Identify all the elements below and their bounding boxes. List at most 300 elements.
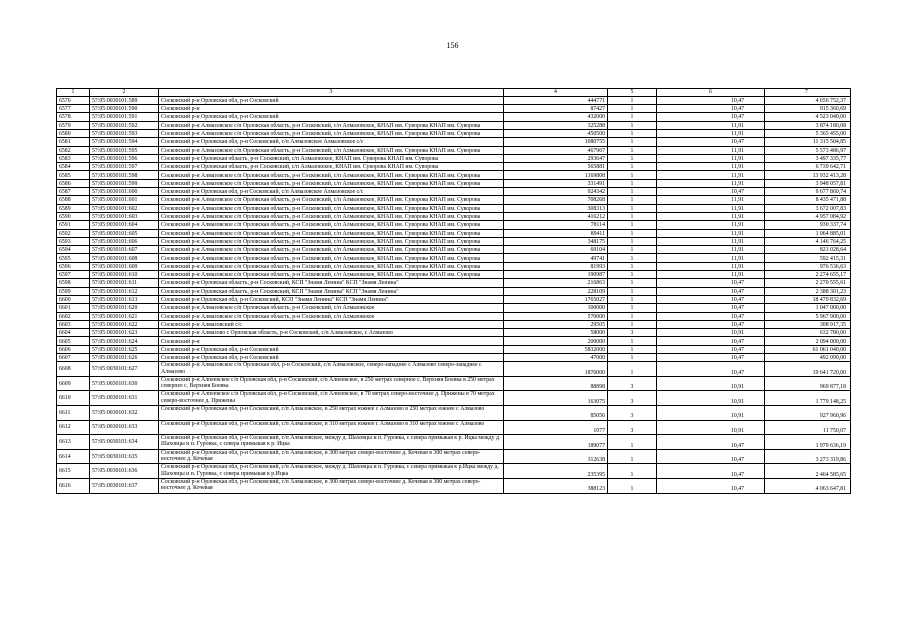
table-row (57, 146, 851, 154)
rate-cell: 10,47 (657, 345, 765, 353)
cadastral-value-cell: 13 932 413,28 (765, 171, 851, 179)
area-cell: 5832000 (504, 345, 608, 353)
table-row (57, 138, 851, 146)
cadastral-number-cell: 57:05:0030101:635 (90, 449, 159, 464)
area-cell: 29505 (504, 320, 608, 328)
table-row (57, 304, 851, 312)
area-cell: 1765027 (504, 295, 608, 303)
category-cell: 1 (608, 146, 657, 154)
table-row (57, 449, 851, 464)
column-number-header (57, 89, 851, 97)
cadastral-number-cell: 57:05:0030101:594 (90, 138, 159, 146)
rate-cell: 11,91 (657, 254, 765, 262)
cadastral-value-cell: 4 957 084,92 (765, 212, 851, 220)
row-index-cell: 6586 (57, 179, 90, 187)
address-cell: Сосковский р-н (159, 337, 504, 345)
category-cell: 1 (608, 271, 657, 279)
row-index-cell: 6610 (57, 391, 90, 406)
table-row (57, 96, 851, 104)
cadastral-value-cell: 1 064 885,01 (765, 229, 851, 237)
cadastral-number-cell: 57:05:0030101:633 (90, 420, 159, 435)
rate-cell: 10,47 (657, 337, 765, 345)
area-cell: 89411 (504, 229, 608, 237)
cadastral-value-cell: 4 523 040,00 (765, 113, 851, 121)
row-index-cell: 6611 (57, 406, 90, 421)
area-cell: 565881 (504, 163, 608, 171)
rate-cell: 10,47 (657, 279, 765, 287)
cadastral-number-cell: 57:05:0030101:589 (90, 96, 159, 104)
area-cell: 432000 (504, 113, 608, 121)
row-index-cell: 6577 (57, 105, 90, 113)
address-cell: Сосковский р-н Алпеевское с/п Орловская обл, р-н Сосковский, с/п Алпеевское, в 250 метрах северное с. Верхняя Боевка в 250 метрах северпее с. Верхняя Боевка (159, 376, 504, 391)
cadastral-number-cell: 57:05:0030101:604 (90, 221, 159, 229)
cadastral-value-cell: 4 656 752,37 (765, 96, 851, 104)
cadastral-value-cell: 3 497 335,77 (765, 154, 851, 162)
table-row (57, 105, 851, 113)
cadastral-number-cell: 57:05:0030101:593 (90, 129, 159, 137)
rate-cell: 11,91 (657, 154, 765, 162)
rate-cell: 11,91 (657, 204, 765, 212)
cadastral-value-cell: 61 061 040,00 (765, 345, 851, 353)
cadastral-number-cell: 57:05:0030101:625 (90, 345, 159, 353)
address-cell: Сосковский р-н Алмазовское с/п Орловская область, р-н Сосковский, с/п Алмазовское, КНАП им. Суворова КНАП им. Суворова (159, 121, 504, 129)
address-cell: Сосковский р-н Орловская обл, р-н Сосковский (159, 354, 504, 362)
category-cell: 1 (608, 254, 657, 262)
category-cell: 1 (608, 345, 657, 353)
cadastral-value-cell: 4 063 647,81 (765, 479, 851, 494)
cadastral-value-cell: 5 573 486,97 (765, 146, 851, 154)
row-index-cell: 6609 (57, 376, 90, 391)
row-index-cell: 6601 (57, 304, 90, 312)
row-index-cell: 6604 (57, 329, 90, 337)
area-cell: 47000 (504, 354, 608, 362)
cadastral-value-cell: 11 750,07 (765, 420, 851, 435)
address-cell: Сосковский р-н Алмазовское с/п Орловская область, р-н Сосковский, с/п Алмазовское, КНАП им. Суворова КНАП им. Суворова (159, 129, 504, 137)
table-row (57, 113, 851, 121)
address-cell: Сосковский р-н Алмазовское с/п Орловская область, р-н Сосковский, с/п Алмазовское, КНАП им. Суворова КНАП им. Суворова (159, 262, 504, 270)
cadastral-number-cell: 57:05:0030101:621 (90, 312, 159, 320)
address-cell: Сосковский р-н Алмазово с Орловская область, р-н Сосковский, с/п Алмазовское, с Алмазово (159, 329, 504, 337)
row-index-cell: 6576 (57, 96, 90, 104)
area-cell: 325288 (504, 121, 608, 129)
row-index-cell: 6581 (57, 138, 90, 146)
table-row (57, 196, 851, 204)
column-header: 1 (57, 89, 90, 97)
category-cell: 1 (608, 449, 657, 464)
rate-cell: 10,91 (657, 406, 765, 421)
cadastral-number-cell: 57:05:0030101:602 (90, 204, 159, 212)
cadastral-value-cell: 6 739 642,71 (765, 163, 851, 171)
rate-cell: 10,47 (657, 138, 765, 146)
cadastral-value-cell: 1 779 148,25 (765, 391, 851, 406)
row-index-cell: 6614 (57, 449, 90, 464)
category-cell: 1 (608, 295, 657, 303)
table-row (57, 262, 851, 270)
column-header: 6 (657, 89, 765, 97)
rate-cell: 10,91 (657, 376, 765, 391)
area-cell: 228109 (504, 287, 608, 295)
address-cell: Сосковский р-н Орловская обл, р-н Сосковский, КСП "Знамя Ленина" КСП "Знамя Ленина" (159, 295, 504, 303)
table-row (57, 212, 851, 220)
cadastral-number-cell: 57:05:0030101:636 (90, 464, 159, 479)
cadastral-number-cell: 57:05:0030101:627 (90, 362, 159, 377)
row-index-cell: 6591 (57, 221, 90, 229)
cadastral-value-cell: 823 028,64 (765, 246, 851, 254)
row-index-cell: 6605 (57, 337, 90, 345)
area-cell: 348175 (504, 237, 608, 245)
cadastral-value-cell: 2 464 585,65 (765, 464, 851, 479)
rate-cell: 11,91 (657, 237, 765, 245)
cadastral-value-cell: 19 641 720,00 (765, 362, 851, 377)
area-cell: 235395 (504, 464, 608, 479)
cadastral-number-cell: 57:05:0030101:630 (90, 376, 159, 391)
rate-cell: 10,91 (657, 391, 765, 406)
address-cell: Сосковский р-н Алмазовское с/п Орловская область, р-н Сосковский, с/п Алмазовское, КНАП им. Суворова КНАП им. Суворова (159, 179, 504, 187)
address-cell: Сосковский р-н Алмазовское с/п Орловская область, р-н Сосковский, с/п Алмазовское, КНАП им. Суворова КНАП им. Суворова (159, 171, 504, 179)
category-cell: 1 (608, 121, 657, 129)
row-index-cell: 6592 (57, 229, 90, 237)
cadastral-number-cell: 57:05:0030101:613 (90, 295, 159, 303)
cadastral-value-cell: 1 979 636,19 (765, 435, 851, 450)
row-index-cell: 6589 (57, 204, 90, 212)
row-index-cell: 6615 (57, 464, 90, 479)
rate-cell: 10,47 (657, 96, 765, 104)
category-cell: 1 (608, 221, 657, 229)
cadastral-number-cell: 57:05:0030101:603 (90, 212, 159, 220)
rate-cell: 11,91 (657, 196, 765, 204)
table-row (57, 464, 851, 479)
rate-cell: 11,91 (657, 221, 765, 229)
category-cell: 1 (608, 96, 657, 104)
area-cell: 924342 (504, 188, 608, 196)
cadastral-value-cell: 2 270 555,61 (765, 279, 851, 287)
address-cell: Сосковский р-н Орловская обл, р-н Сосковский, с/п Алмазовское, в 300 метрах северо-восточнее д. Кочевая в 300 метрах северо-восточнее д. Кочевая (159, 479, 504, 494)
table-row (57, 362, 851, 377)
cadastral-number-cell: 57:05:0030101:624 (90, 337, 159, 345)
cadastral-number-cell: 57:05:0030101:601 (90, 196, 159, 204)
address-cell: Сосковский р-н Алмазовский с/с (159, 320, 504, 328)
row-index-cell: 6598 (57, 279, 90, 287)
address-cell: Сосковский р-н Алмазовское с/п Орловская область, р-н Сосковский, с/п Алмазовское, КНАП им. Суворова КНАП им. Суворова (159, 254, 504, 262)
area-cell: 293647 (504, 154, 608, 162)
cadastral-value-cell: 3 273 319,86 (765, 449, 851, 464)
category-cell: 1 (608, 262, 657, 270)
cadastral-number-cell: 57:05:0030101:610 (90, 271, 159, 279)
rate-cell: 10,47 (657, 105, 765, 113)
area-cell: 1077 (504, 420, 608, 435)
rate-cell: 11,91 (657, 246, 765, 254)
cadastral-value-cell: 930 337,74 (765, 221, 851, 229)
rate-cell: 11,91 (657, 179, 765, 187)
cadastral-value-cell: 592 415,31 (765, 254, 851, 262)
row-index-cell: 6600 (57, 295, 90, 303)
cadastral-value-cell: 5 365 455,00 (765, 129, 851, 137)
address-cell: Сосковский р-н Алмазовское с/п Орловская область, р-н Сосковский, с/п Алмазовское, КНАП им. Суворова КНАП им. Суворова (159, 229, 504, 237)
address-cell: Сосковский р-н Орловская обл, р-н Сосковский, с/п Алмазовское, в 250 метрах южнее с Алмазово в 250 метрах южнее с Алмазово (159, 406, 504, 421)
cadastral-number-cell: 57:05:0030101:623 (90, 329, 159, 337)
area-cell: 200000 (504, 337, 608, 345)
cadastral-value-cell: 4 146 764,25 (765, 237, 851, 245)
cadastral-number-cell: 57:05:0030101:612 (90, 287, 159, 295)
table-row (57, 171, 851, 179)
column-header: 3 (159, 89, 504, 97)
row-index-cell: 6578 (57, 113, 90, 121)
row-index-cell: 6585 (57, 171, 90, 179)
row-index-cell: 6607 (57, 354, 90, 362)
cadastral-number-cell: 57:05:0030101:592 (90, 121, 159, 129)
row-index-cell: 6584 (57, 163, 90, 171)
rate-cell: 10,47 (657, 354, 765, 362)
area-cell: 444771 (504, 96, 608, 104)
address-cell: Сосковский р-н Орловская область, р-н Сосковский, КСП "Знамя Ленина" КСП "Знамя Ленина" (159, 279, 504, 287)
cadastral-value-cell: 927 960,96 (765, 406, 851, 421)
address-cell: Сосковский р-н Алмазовское с/п Орловская область, р-н Сосковский, с/п Алмазовское, КНАП им. Суворова КНАП им. Суворова (159, 271, 504, 279)
category-cell: 3 (608, 329, 657, 337)
rate-cell: 11,91 (657, 146, 765, 154)
category-cell: 1 (608, 237, 657, 245)
category-cell: 1 (608, 246, 657, 254)
row-index-cell: 6590 (57, 212, 90, 220)
address-cell: Сосковский р-н Орловская область, р-н Сосковский, с/п Алмазовское, КНАП им. Суворова КНАП им. Суворова (159, 163, 504, 171)
area-cell: 49741 (504, 254, 608, 262)
table-row (57, 163, 851, 171)
category-cell: 1 (608, 204, 657, 212)
rate-cell: 11,91 (657, 212, 765, 220)
cadastral-number-cell: 57:05:0030101:597 (90, 163, 159, 171)
rate-cell: 10,47 (657, 287, 765, 295)
cadastral-value-cell: 492 090,00 (765, 354, 851, 362)
row-index-cell: 6613 (57, 435, 90, 450)
table-row (57, 320, 851, 328)
cadastral-value-cell: 969 877,18 (765, 376, 851, 391)
cadastral-number-cell: 57:05:0030101:632 (90, 406, 159, 421)
rate-cell: 10,47 (657, 295, 765, 303)
category-cell: 1 (608, 229, 657, 237)
category-cell: 1 (608, 138, 657, 146)
area-cell: 69104 (504, 246, 608, 254)
table-row (57, 295, 851, 303)
table-row (57, 221, 851, 229)
area-cell: 58000 (504, 329, 608, 337)
category-cell: 1 (608, 320, 657, 328)
cadastral-value-cell: 3 874 180,08 (765, 121, 851, 129)
row-index-cell: 6616 (57, 479, 90, 494)
cadastral-value-cell: 632 780,00 (765, 329, 851, 337)
cadastral-number-cell: 57:05:0030101:600 (90, 188, 159, 196)
table-row (57, 420, 851, 435)
category-cell: 1 (608, 279, 657, 287)
category-cell: 1 (608, 163, 657, 171)
address-cell: Сосковский р-н Алмазовское с/п Орловская область, р-н Сосковский, с/п Алмазовское, КНАП им. Суворова КНАП им. Суворова (159, 221, 504, 229)
table-row (57, 188, 851, 196)
address-cell: Сосковский р-н Алмазовское с/п Орловская обл, р-н Сосковский, с/п Алмазовское, северо-западнее с Алмазово северо-западнее с Алмазово (159, 362, 504, 377)
category-cell: 1 (608, 113, 657, 121)
page-number: 156 (446, 41, 459, 50)
cadastral-number-cell: 57:05:0030101:622 (90, 320, 159, 328)
cadastral-value-cell: 2 388 301,23 (765, 287, 851, 295)
cadastral-number-cell: 57:05:0030101:605 (90, 229, 159, 237)
cadastral-value-cell: 11 315 504,85 (765, 138, 851, 146)
category-cell: 1 (608, 188, 657, 196)
area-cell: 388123 (504, 479, 608, 494)
address-cell: Сосковский р-н Орловская обл, р-н Сосковский (159, 96, 504, 104)
category-cell: 1 (608, 196, 657, 204)
table-row (57, 254, 851, 262)
category-cell: 1 (608, 179, 657, 187)
cadastral-value-cell: 5 967 900,00 (765, 312, 851, 320)
table-row (57, 129, 851, 137)
cadastral-value-cell: 8 435 471,88 (765, 196, 851, 204)
address-cell: Сосковский р-н Орловская область, р-н Сосковский, с/п Алмазовское, КНАП им. Суворова КНАП им. Суворова (159, 154, 504, 162)
rate-cell: 10,91 (657, 329, 765, 337)
row-index-cell: 6588 (57, 196, 90, 204)
rate-cell: 10,47 (657, 435, 765, 450)
rate-cell: 10,47 (657, 304, 765, 312)
row-index-cell: 6595 (57, 254, 90, 262)
address-cell: Сосковский р-н Орловская обл, р-н Сосковский, с/п Алмазовское, в 300 метрах северо-восточнее д. Кочевая в 300 метрах северо-восточнее д. Кочевая (159, 449, 504, 464)
category-cell: 3 (608, 391, 657, 406)
address-cell: Сосковский р-н Алмазовское с/п Орловская область, р-н Сосковский, с/п Алмазовское, КНАП им. Суворова КНАП им. Суворова (159, 204, 504, 212)
table-row (57, 376, 851, 391)
area-cell: 331491 (504, 179, 608, 187)
column-header: 5 (608, 89, 657, 97)
rate-cell: 10,47 (657, 464, 765, 479)
area-cell: 416212 (504, 212, 608, 220)
area-cell: 1080755 (504, 138, 608, 146)
cadastral-number-cell: 57:05:0030101:591 (90, 113, 159, 121)
row-index-cell: 6583 (57, 154, 90, 162)
table-row (57, 204, 851, 212)
table-row (57, 271, 851, 279)
cadastral-value-cell: 3 672 007,83 (765, 204, 851, 212)
row-index-cell: 6582 (57, 146, 90, 154)
category-cell: 1 (608, 312, 657, 320)
area-cell: 190987 (504, 271, 608, 279)
area-cell: 216863 (504, 279, 608, 287)
address-cell: Сосковский р-н Орловская обл, р-н Сосковский, с/п Алмазовское Алмазовское с/с (159, 188, 504, 196)
table-row (57, 337, 851, 345)
category-cell: 1 (608, 304, 657, 312)
address-cell: Сосковский р-н Алпеевское с/п Орловская обл, р-н Сосковский, с/п Алпеевское, в 70 метрах северо-восточнее д. Прижены в 70 метрах северо-восточнее д. Прижены (159, 391, 504, 406)
area-cell: 100000 (504, 304, 608, 312)
row-index-cell: 6606 (57, 345, 90, 353)
address-cell: Сосковский р-н Орловская область, р-н Сосковский, КСП "Знамя Ленина" КСП "Знамя Ленина" (159, 287, 504, 295)
row-index-cell: 6597 (57, 271, 90, 279)
cadastral-value-cell: 18 479 832,69 (765, 295, 851, 303)
address-cell: Сосковский р-н Алмазовское с/п Орловская область, р-н Сосковский, с/п Алмазовское, КНАП им. Суворова КНАП им. Суворова (159, 246, 504, 254)
row-index-cell: 6587 (57, 188, 90, 196)
cadastral-number-cell: 57:05:0030101:626 (90, 354, 159, 362)
rate-cell: 10,47 (657, 188, 765, 196)
address-cell: Сосковский р-н Орловская обл, р-н Сосковский, с/п Алмазовское, между д. Шаховцы и п. Гуровка, с севера примыкая к р.Ицка между д. Шаховцы и п. Гуровка, с севера примыкая к р.Ицка (159, 464, 504, 479)
category-cell: 3 (608, 406, 657, 421)
area-cell: 308313 (504, 204, 608, 212)
cadastral-value-cell: 2 094 000,00 (765, 337, 851, 345)
category-cell: 1 (608, 287, 657, 295)
rate-cell: 11,91 (657, 229, 765, 237)
area-cell: 85056 (504, 406, 608, 421)
area-cell: 467967 (504, 146, 608, 154)
rate-cell: 11,91 (657, 129, 765, 137)
cadastral-number-cell: 57:05:0030101:620 (90, 304, 159, 312)
address-cell: Сосковский р-н Алмазовское с/п Орловская область, р-н Сосковский, с/п Алмазовское, КНАП им. Суворова КНАП им. Суворова (159, 146, 504, 154)
area-cell: 1876000 (504, 362, 608, 377)
rate-cell: 11,91 (657, 262, 765, 270)
area-cell: 708268 (504, 196, 608, 204)
address-cell: Сосковский р-н Орловская обл, р-н Сосковский (159, 345, 504, 353)
address-cell: Сосковский р-н (159, 105, 504, 113)
table-row (57, 287, 851, 295)
cadastral-value-cell: 976 536,63 (765, 262, 851, 270)
cadastral-number-cell: 57:05:0030101:590 (90, 105, 159, 113)
category-cell: 1 (608, 362, 657, 377)
rate-cell: 10,47 (657, 320, 765, 328)
address-cell: Сосковский р-н Алмазовское с/п Орловская область, р-н Сосковский, с/п Алмазовское (159, 304, 504, 312)
table-row (57, 279, 851, 287)
area-cell: 312638 (504, 449, 608, 464)
area-cell: 163075 (504, 391, 608, 406)
cadastral-number-cell: 57:05:0030101:596 (90, 154, 159, 162)
address-cell: Сосковский р-н Орловская обл, р-н Сосковский (159, 113, 504, 121)
category-cell: 1 (608, 171, 657, 179)
table-row (57, 179, 851, 187)
column-header: 7 (765, 89, 851, 97)
table-row (57, 121, 851, 129)
table-row (57, 479, 851, 494)
cadastral-value-cell: 308 917,35 (765, 320, 851, 328)
rate-cell: 10,47 (657, 362, 765, 377)
rate-cell: 10,47 (657, 449, 765, 464)
cadastral-number-cell: 57:05:0030101:637 (90, 479, 159, 494)
rate-cell: 10,91 (657, 420, 765, 435)
cadastral-value-cell: 1 047 000,00 (765, 304, 851, 312)
category-cell: 1 (608, 354, 657, 362)
cadastral-number-cell: 57:05:0030101:595 (90, 146, 159, 154)
category-cell: 1 (608, 337, 657, 345)
rate-cell: 11,91 (657, 121, 765, 129)
area-cell: 88898 (504, 376, 608, 391)
category-cell: 1 (608, 464, 657, 479)
row-index-cell: 6596 (57, 262, 90, 270)
row-index-cell: 6603 (57, 320, 90, 328)
column-header: 2 (90, 89, 159, 97)
table-row (57, 237, 851, 245)
category-cell: 3 (608, 420, 657, 435)
address-cell: Сосковский р-н Орловская обл, р-н Сосковский, с/п Алмазовское Алмазовское с/с (159, 138, 504, 146)
area-cell: 450500 (504, 129, 608, 137)
rate-cell: 11,91 (657, 271, 765, 279)
column-header: 4 (504, 89, 608, 97)
rate-cell: 10,47 (657, 479, 765, 494)
cadastral-value-cell: 3 948 057,81 (765, 179, 851, 187)
land-registry-table (56, 88, 851, 494)
category-cell: 1 (608, 479, 657, 494)
table-row (57, 312, 851, 320)
table-row (57, 354, 851, 362)
address-cell: Сосковский р-н Алмазовское с/п Орловская область, р-н Сосковский, с/п Алмазовское, КНАП им. Суворова КНАП им. Суворова (159, 212, 504, 220)
cadastral-value-cell: 9 677 860,74 (765, 188, 851, 196)
area-cell: 189077 (504, 435, 608, 450)
category-cell: 1 (608, 212, 657, 220)
table-row (57, 246, 851, 254)
cadastral-number-cell: 57:05:0030101:611 (90, 279, 159, 287)
rate-cell: 10,47 (657, 113, 765, 121)
row-index-cell: 6580 (57, 129, 90, 137)
category-cell: 1 (608, 154, 657, 162)
row-index-cell: 6608 (57, 362, 90, 377)
table-body (57, 89, 851, 494)
row-index-cell: 6599 (57, 287, 90, 295)
